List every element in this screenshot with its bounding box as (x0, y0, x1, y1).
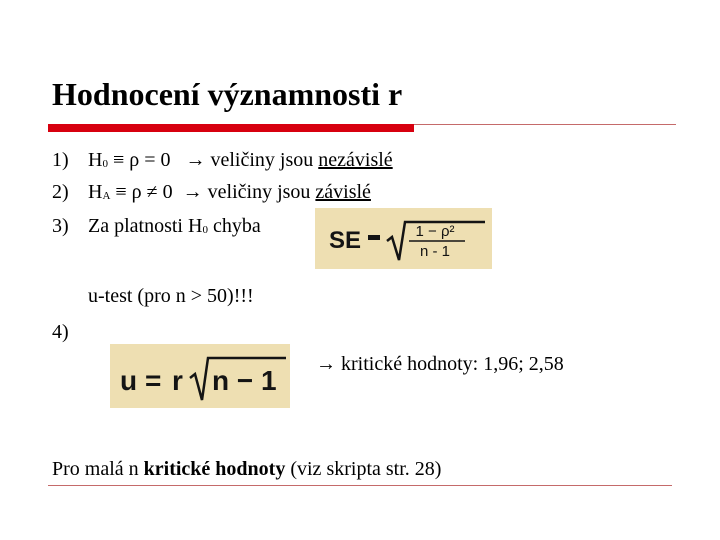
title-accent-bar (48, 124, 414, 132)
formula-minus-sign (368, 235, 380, 240)
u-test-formula-image (110, 344, 290, 408)
item-text: chyba (207, 215, 261, 237)
formula-denominator: n - 1 (419, 243, 451, 260)
subscript: 0 (202, 224, 208, 236)
u-test-text: u-test (pro n > 50)!!! (88, 285, 254, 307)
item-number: 3) (52, 215, 69, 237)
footer-underline (48, 485, 672, 486)
footer-bold-text: kritické hodnoty (143, 458, 286, 480)
item-text: ≡ ρ = 0 → veličiny jsou (107, 149, 319, 171)
slide-title: Hodnocení významnosti r (52, 76, 403, 112)
h-letter: H (88, 181, 103, 203)
item-number: 4) (52, 321, 69, 343)
item-text: Za platnosti H (88, 215, 203, 237)
underlined-word: nezávislé (318, 149, 393, 171)
h-letter: H (88, 149, 103, 171)
title-underline (414, 124, 676, 125)
list-item (88, 214, 261, 242)
item-text: ≡ ρ ≠ 0 → veličiny jsou (110, 181, 316, 203)
subscript: A (102, 190, 111, 202)
formula-numerator: 1 − ρ² (415, 223, 455, 240)
list-item (88, 180, 371, 208)
formula-lhs: SE (329, 227, 362, 254)
formula-lhs: u (120, 365, 138, 396)
item-number: 2) (52, 181, 69, 203)
footer-text: (viz skripta str. 28) (285, 458, 442, 480)
footer-note (52, 457, 441, 481)
underlined-word: závislé (315, 181, 371, 203)
standard-error-formula-image (315, 208, 492, 269)
footer-text: Pro malá n (52, 458, 144, 480)
subscript: 0 (102, 158, 108, 170)
list-item (88, 148, 393, 176)
formula-equals: = (145, 365, 162, 396)
critical-values-text: → kritické hodnoty: 1,96; 2,58 (316, 353, 564, 375)
formula-coefficient: r (172, 365, 183, 396)
item-number: 1) (52, 149, 69, 171)
formula-radicand: n − 1 (212, 365, 277, 396)
